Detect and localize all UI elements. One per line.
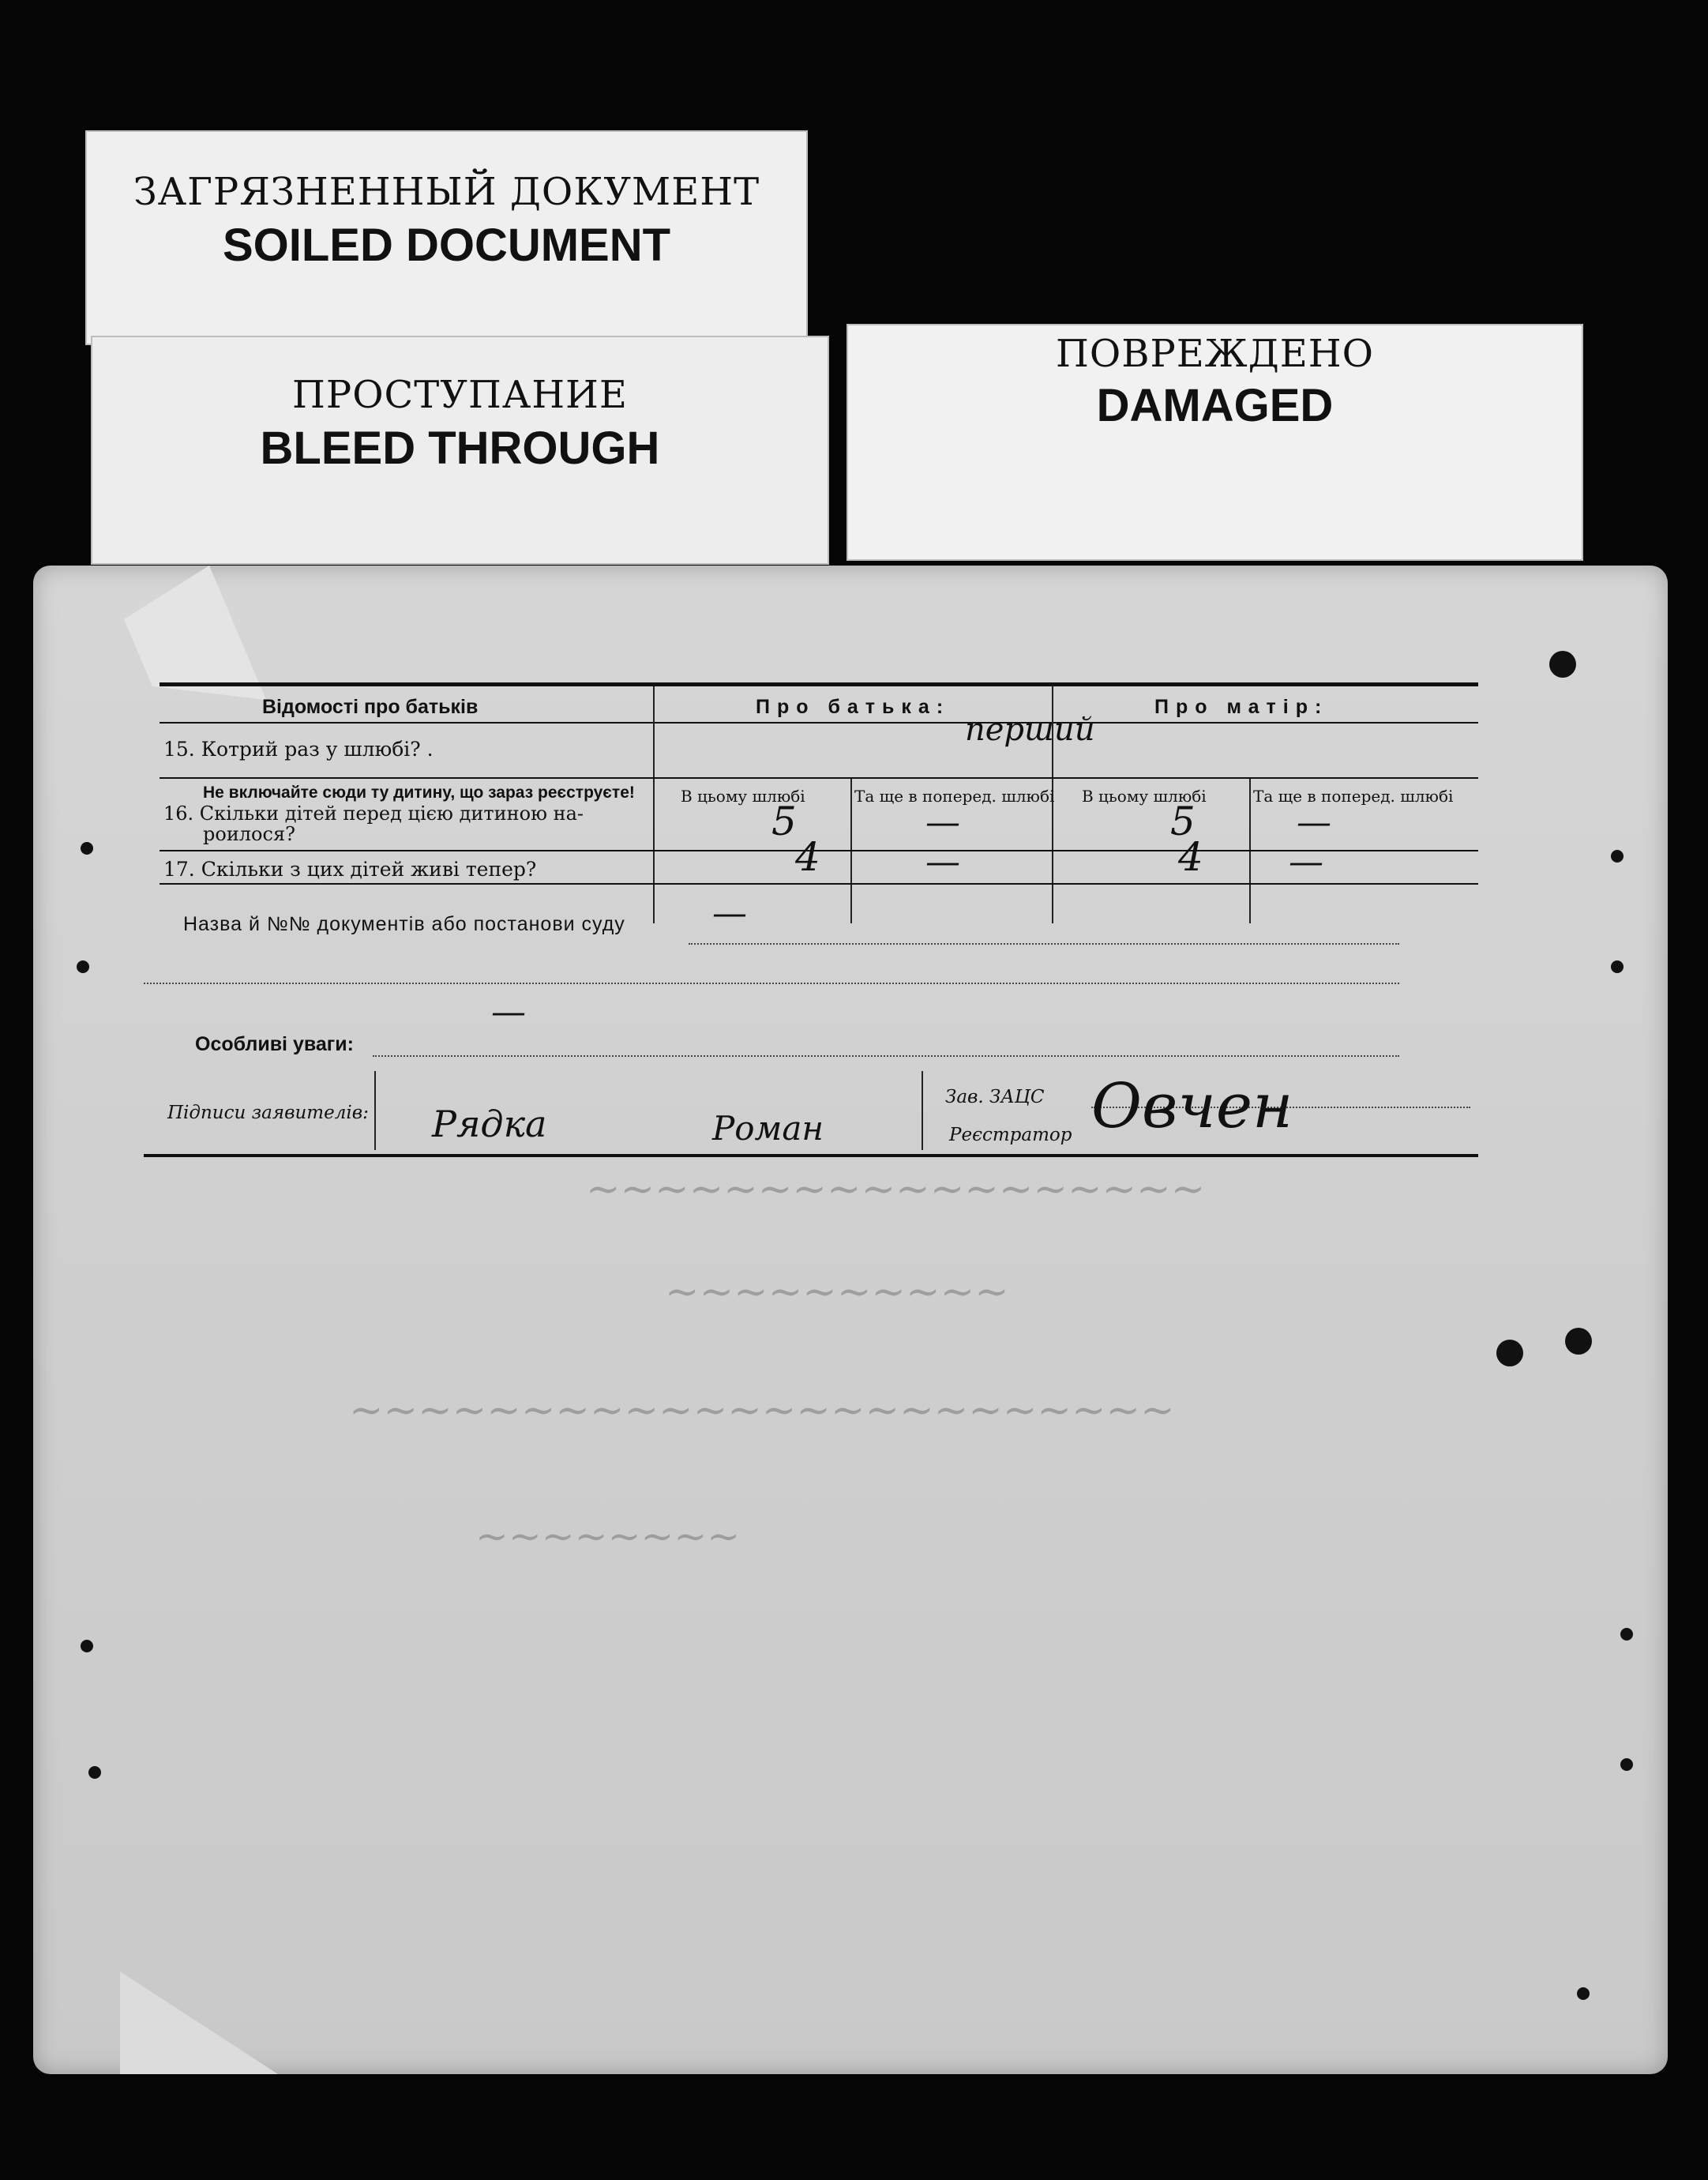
q16-father-this: 5 [771, 799, 797, 844]
signature-divider [922, 1071, 923, 1150]
table-bottom-rule [144, 1154, 1478, 1157]
punch-hole [88, 1766, 101, 1779]
question-15: 15. Котрий раз у шлюбі? . [163, 738, 434, 761]
bleed-through-ghost: ~~~~~~~~~~~~~~~~~~ [586, 1166, 1206, 1213]
header-rule [160, 722, 1478, 724]
col-father-this-marriage: В цьому шлюбі [681, 787, 805, 806]
bleed-through-card [91, 336, 829, 565]
bleed-label-ru: ПРОСТУПАНИЕ [292, 373, 628, 417]
punch-hole [1577, 1987, 1590, 2000]
question-16-line1: 16. Скільки дітей перед цією дитиною на- [163, 802, 584, 825]
column-divider [653, 686, 655, 923]
damaged-label-en: DAMAGED [1096, 380, 1334, 431]
applicant-signature-2: Роман [712, 1109, 824, 1148]
remarks-line [373, 1055, 1399, 1057]
damaged-label-ru: ПОВРЕЖДЕНО [1055, 332, 1375, 376]
head-signature: Овчен [1091, 1071, 1293, 1142]
q17-father-this: 4 [795, 834, 820, 880]
signatures-label: Підписи заявителів: [167, 1103, 369, 1123]
documents-line-2 [144, 983, 1399, 984]
question-17: 17. Скільки з цих дітей живі тепер? [163, 858, 537, 881]
registrar-label: Реєстратор [949, 1125, 1072, 1145]
documents-answer: — [712, 893, 747, 934]
punch-hole [1620, 1758, 1633, 1771]
damaged-card [846, 324, 1583, 561]
q17-mother-prev: — [1289, 842, 1323, 882]
header-father: Про батька: [756, 696, 951, 718]
row-rule [160, 883, 1478, 885]
bleed-through-ghost: ~~~~~~~~~~ [665, 1269, 1009, 1316]
soiled-label-ru: ЗАГРЯЗНЕННЫЙ ДОКУМЕНТ [133, 170, 760, 214]
documents-label: Назва й №№ документів або постанови суду [183, 913, 625, 935]
punch-hole [1496, 1340, 1523, 1366]
q16-father-prev: — [925, 802, 960, 843]
question-16-line2: роилося? [203, 823, 295, 845]
header-parents: Відомості про батьків [262, 696, 479, 718]
documents-line [689, 943, 1399, 945]
punch-hole [1611, 960, 1624, 973]
q15-father-answer: перший [965, 712, 1095, 748]
remarks-answer: — [491, 992, 526, 1032]
folded-corner-top [124, 566, 266, 700]
q16-mother-this: 5 [1170, 799, 1196, 844]
punch-hole [1565, 1328, 1592, 1355]
bleed-through-ghost: ~~~~~~~~~~~~~~~~~~~~~~~~ [349, 1387, 1175, 1434]
note-exclude-child: Не включайте сюди ту дитину, що зараз реєструєте! [203, 784, 635, 802]
q17-father-prev: — [925, 842, 960, 882]
punch-hole [81, 1640, 93, 1652]
q16-mother-prev: — [1297, 802, 1331, 843]
soiled-document-card [85, 130, 808, 345]
head-label: Зав. ЗАЦС [945, 1087, 1045, 1107]
bleed-through-ghost: ~~~~~~~~ [475, 1513, 741, 1559]
remarks-label: Особливі уваги: [195, 1033, 354, 1055]
soiled-label-en: SOILED DOCUMENT [222, 220, 671, 271]
signature-divider [374, 1071, 376, 1150]
bleed-label-en: BLEED THROUGH [260, 423, 660, 474]
punch-hole [77, 960, 89, 973]
table-top-rule [160, 682, 1478, 686]
q17-mother-this: 4 [1178, 834, 1203, 880]
punch-hole [1549, 651, 1576, 678]
col-mother-this-marriage: В цьому шлюбі [1082, 787, 1207, 806]
punch-hole [1620, 1628, 1633, 1641]
document-sheet [33, 566, 1668, 2074]
applicant-signature-1: Рядка [432, 1103, 547, 1145]
punch-hole [1611, 850, 1624, 863]
row-rule [160, 777, 1478, 779]
folded-corner-bottom [120, 1971, 278, 2074]
col-father-prev-marriage: Та ще в поперед. шлюбі [854, 787, 1055, 806]
punch-hole [81, 842, 93, 855]
header-mother: Про матір: [1154, 696, 1329, 718]
col-mother-prev-marriage: Та ще в поперед. шлюбі [1253, 787, 1454, 806]
